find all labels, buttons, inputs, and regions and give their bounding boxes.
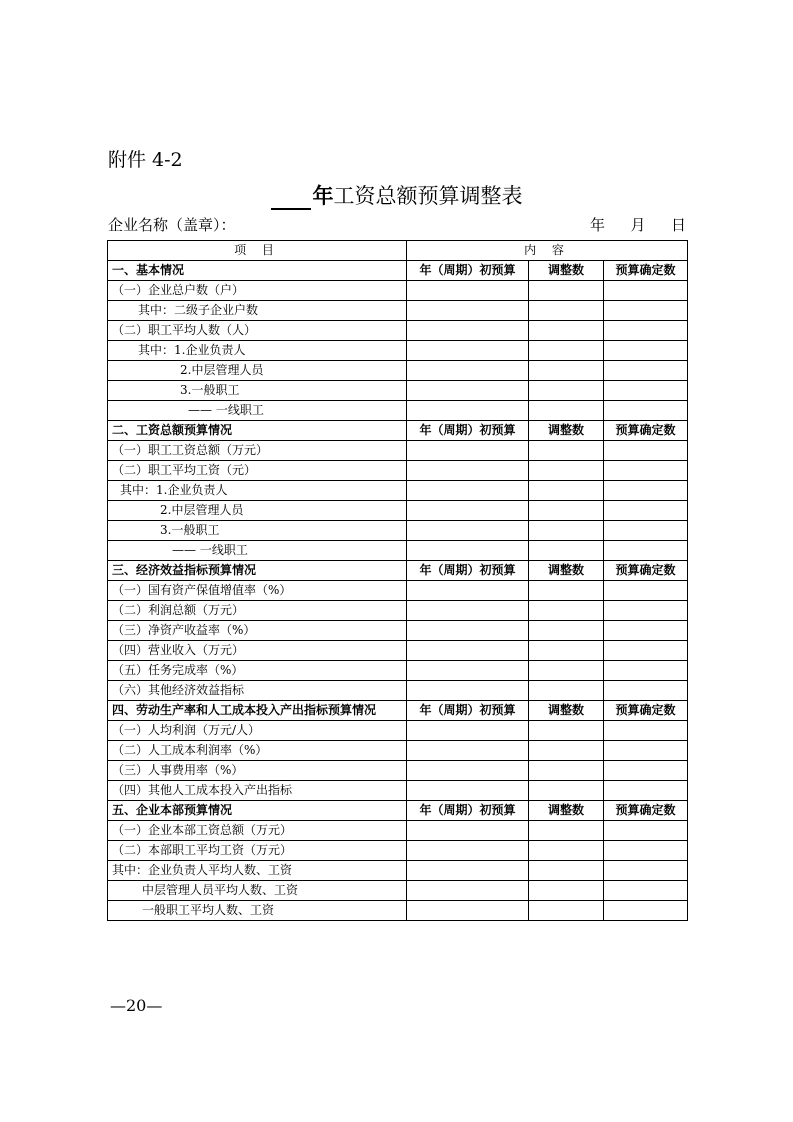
attachment-label: 附件 4-2 [108, 149, 183, 171]
table-row [108, 841, 688, 861]
section-header-row [108, 701, 688, 721]
row-label: 中层管理人员平均人数、工资 [108, 881, 407, 901]
value-cell [529, 621, 604, 641]
value-cell [604, 381, 688, 401]
table-row [108, 761, 688, 781]
value-cell [529, 601, 604, 621]
column-header: 预算确定数 [604, 801, 688, 821]
column-header: 年（周期）初预算 [407, 561, 529, 581]
value-cell [407, 641, 529, 661]
value-cell [604, 881, 688, 901]
value-cell [407, 401, 529, 421]
row-label: （三）净资产收益率（%） [108, 621, 407, 641]
value-cell [529, 461, 604, 481]
row-label: （一）职工工资总额（万元） [108, 441, 407, 461]
row-label: （一）人均利润（万元/人） [108, 721, 407, 741]
table-row [108, 521, 688, 541]
value-cell [529, 521, 604, 541]
value-cell [407, 861, 529, 881]
value-cell [604, 781, 688, 801]
date-label [590, 214, 686, 235]
value-cell [407, 461, 529, 481]
section-title: 四、劳动生产率和人工成本投入产出指标预算情况 [108, 701, 407, 721]
row-label: （二）人工成本利润率（%） [108, 741, 407, 761]
value-cell [604, 521, 688, 541]
value-cell [604, 841, 688, 861]
value-cell [604, 541, 688, 561]
date-month: 月 [630, 216, 646, 234]
table-row [108, 781, 688, 801]
section-title: 五、企业本部预算情况 [108, 801, 407, 821]
year-blank [271, 188, 311, 210]
table-row [108, 501, 688, 521]
value-cell [604, 661, 688, 681]
table-row [108, 881, 688, 901]
value-cell [529, 681, 604, 701]
title-year: 年 [312, 184, 334, 208]
value-cell [407, 821, 529, 841]
row-label: （二）职工平均工资（元） [108, 461, 407, 481]
value-cell [529, 361, 604, 381]
value-cell [604, 721, 688, 741]
row-label: 一般职工平均人数、工资 [108, 901, 407, 921]
table-row [108, 321, 688, 341]
table-row [108, 281, 688, 301]
row-label: 2.中层管理人员 [108, 361, 407, 381]
table-row [108, 581, 688, 601]
row-label: （六）其他经济效益指标 [108, 681, 407, 701]
title-text: 工资总额预算调整表 [333, 184, 523, 208]
value-cell [604, 401, 688, 421]
section-title: 二、工资总额预算情况 [108, 421, 407, 441]
column-header: 预算确定数 [604, 561, 688, 581]
value-cell [604, 501, 688, 521]
column-header: 调整数 [529, 261, 604, 281]
section-header-row [108, 261, 688, 281]
section-header-row [108, 801, 688, 821]
value-cell [407, 581, 529, 601]
value-cell [604, 301, 688, 321]
header-item: 项 目 [108, 241, 407, 261]
section-header-row [108, 421, 688, 441]
value-cell [407, 541, 529, 561]
value-cell [407, 381, 529, 401]
value-cell [529, 481, 604, 501]
table-row [108, 381, 688, 401]
table-row [108, 341, 688, 361]
value-cell [407, 441, 529, 461]
value-cell [529, 661, 604, 681]
value-cell [407, 841, 529, 861]
row-label: （五）任务完成率（%） [108, 661, 407, 681]
date-year: 年 [590, 216, 606, 234]
column-header: 调整数 [529, 801, 604, 821]
table-row [108, 901, 688, 921]
value-cell [604, 741, 688, 761]
value-cell [604, 361, 688, 381]
value-cell [604, 601, 688, 621]
column-header: 预算确定数 [604, 261, 688, 281]
section-title: 三、经济效益指标预算情况 [108, 561, 407, 581]
value-cell [407, 341, 529, 361]
value-cell [407, 761, 529, 781]
row-label: 2.中层管理人员 [108, 501, 407, 521]
table-header-row [108, 241, 688, 261]
value-cell [604, 901, 688, 921]
value-cell [529, 641, 604, 661]
row-label: （二）职工平均人数（人） [108, 321, 407, 341]
value-cell [529, 401, 604, 421]
value-cell [604, 861, 688, 881]
value-cell [604, 481, 688, 501]
column-header: 调整数 [529, 421, 604, 441]
value-cell [529, 901, 604, 921]
value-cell [407, 361, 529, 381]
column-header: 年（周期）初预算 [407, 801, 529, 821]
table-row [108, 741, 688, 761]
page-number: —20— [110, 996, 163, 1015]
row-label: （四）营业收入（万元） [108, 641, 407, 661]
value-cell [529, 541, 604, 561]
row-label: （一）国有资产保值增值率（%） [108, 581, 407, 601]
value-cell [407, 521, 529, 541]
value-cell [604, 761, 688, 781]
table-row [108, 441, 688, 461]
table-row [108, 301, 688, 321]
value-cell [529, 581, 604, 601]
value-cell [604, 461, 688, 481]
company-name-label: 企业名称（盖章）： [108, 216, 236, 234]
row-label: （四）其他人工成本投入产出指标 [108, 781, 407, 801]
column-header: 调整数 [529, 561, 604, 581]
header-content: 内 容 [407, 241, 688, 261]
value-cell [529, 281, 604, 301]
page-title [0, 180, 793, 210]
value-cell [407, 741, 529, 761]
budget-table [107, 240, 688, 921]
value-cell [407, 781, 529, 801]
table-row [108, 721, 688, 741]
row-label: —— 一线职工 [108, 541, 407, 561]
value-cell [407, 281, 529, 301]
column-header: 年（周期）初预算 [407, 701, 529, 721]
value-cell [407, 501, 529, 521]
value-cell [529, 861, 604, 881]
row-label: （三）人事费用率（%） [108, 761, 407, 781]
value-cell [529, 381, 604, 401]
value-cell [604, 681, 688, 701]
value-cell [529, 781, 604, 801]
value-cell [407, 621, 529, 641]
section-header-row [108, 561, 688, 581]
table-row [108, 361, 688, 381]
value-cell [529, 321, 604, 341]
value-cell [529, 441, 604, 461]
value-cell [407, 901, 529, 921]
value-cell [604, 581, 688, 601]
row-label: 3.一般职工 [108, 381, 407, 401]
row-label: 其中：企业负责人平均人数、工资 [108, 861, 407, 881]
value-cell [529, 721, 604, 741]
value-cell [604, 641, 688, 661]
value-cell [529, 501, 604, 521]
row-label: 其中：1.企业负责人 [108, 341, 407, 361]
value-cell [407, 481, 529, 501]
date-day: 日 [670, 216, 686, 234]
column-header: 年（周期）初预算 [407, 421, 529, 441]
value-cell [529, 841, 604, 861]
value-cell [407, 321, 529, 341]
row-label: 其中：1.企业负责人 [108, 481, 407, 501]
table-row [108, 461, 688, 481]
value-cell [604, 621, 688, 641]
value-cell [529, 761, 604, 781]
row-label: （一）企业本部工资总额（万元） [108, 821, 407, 841]
table-row [108, 401, 688, 421]
value-cell [529, 301, 604, 321]
table-row [108, 621, 688, 641]
value-cell [407, 881, 529, 901]
value-cell [407, 661, 529, 681]
value-cell [604, 321, 688, 341]
table-row [108, 681, 688, 701]
row-label: —— 一线职工 [108, 401, 407, 421]
value-cell [407, 601, 529, 621]
value-cell [529, 881, 604, 901]
value-cell [407, 301, 529, 321]
column-header: 预算确定数 [604, 701, 688, 721]
column-header: 年（周期）初预算 [407, 261, 529, 281]
section-title: 一、基本情况 [108, 261, 407, 281]
row-label: （一）企业总户数（户） [108, 281, 407, 301]
table-row [108, 541, 688, 561]
value-cell [604, 821, 688, 841]
value-cell [529, 741, 604, 761]
value-cell [529, 821, 604, 841]
value-cell [604, 441, 688, 461]
column-header: 预算确定数 [604, 421, 688, 441]
table-row [108, 861, 688, 881]
row-label: （二）本部职工平均工资（万元） [108, 841, 407, 861]
table-row [108, 641, 688, 661]
table-row [108, 481, 688, 501]
table-row [108, 821, 688, 841]
row-label: 其中：二级子企业户数 [108, 301, 407, 321]
value-cell [604, 281, 688, 301]
row-label: （二）利润总额（万元） [108, 601, 407, 621]
value-cell [529, 341, 604, 361]
column-header: 调整数 [529, 701, 604, 721]
table-row [108, 661, 688, 681]
value-cell [407, 721, 529, 741]
value-cell [407, 681, 529, 701]
value-cell [604, 341, 688, 361]
row-label: 3.一般职工 [108, 521, 407, 541]
table-row [108, 601, 688, 621]
